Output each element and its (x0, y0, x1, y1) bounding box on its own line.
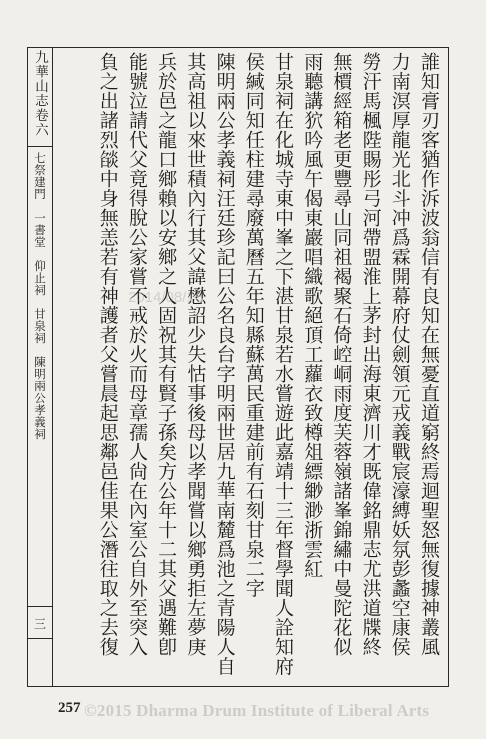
side-page-number: 三 (33, 617, 46, 631)
faint-date-stamp: 2014/08/16 (128, 289, 204, 306)
text-column: 雨聽講狖吟風午偈東巖唱織歌絕頂工蘿衣致樽俎縹緲渺浙雲紅 (301, 52, 324, 579)
text-column: 無檟經箱老更豐尋山同祖褐聚石倚崆峒雨度芙蓉嶺諸峯錦繡中曼陀花似 (330, 52, 353, 657)
body-text (57, 52, 443, 684)
section-contents: 七祭建門 一書堂 仰止祠 甘泉祠 陳明兩公孝義祠 (33, 152, 47, 440)
side-rule-upper (27, 606, 53, 607)
text-column: 陳明兩公孝義祠汪廷珍記曰公名良台字明兩世居九華南麓爲池之青陽人自 (213, 52, 236, 676)
text-column: 力南溟厚龍光北斗冲爲霖開幕府仗劍領元戎義戰宸濠縛妖氛彭蠡空康侯 (388, 52, 411, 657)
copyright-watermark: ©2015 Dharma Drum Institute of Liberal Arts (84, 701, 430, 720)
text-column: 勞汗馬楓陛賜彤弓河帶盟淮上茅封出海東濟川才既偉銘鼎志尤洪道牒終 (359, 52, 382, 657)
text-column: 侯緘同知任柱建尋廢萬曆五年知縣蘇萬民重建前有石刻甘泉二字 (242, 52, 265, 598)
text-column: 兵於邑之龍口鄉賴以安鄉之人固祝其有賢子孫矣方公年十二其父遇難卽 (155, 52, 178, 657)
text-column: 其高祖以來世積內行其父諱懋詔少失怙事後母以孝聞嘗以鄉勇拒左夢庚 (184, 52, 207, 657)
text-column: 誰知膏刃客猶作泝波翁信有良知在無憂直道窮終焉迴聖怒無復據神叢風 (418, 52, 440, 657)
volume-title: 九華山志卷六 (32, 50, 48, 137)
text-column: 能號泣請代父竟得脫公家嘗不戒於火而母章孺人尙在內室公自外至突入 (125, 52, 148, 657)
page-number: 257 (58, 700, 81, 716)
text-column: 甘泉祠在化城寺東中峯之下湛甘泉若水嘗遊此嘉靖十三年督學聞人詮知府 (271, 52, 294, 676)
text-column: 負之出諸烈燄中身無恙若有神護者父嘗晨起思鄰邑佳果公潛往取之去復 (96, 52, 119, 657)
side-rule-top (27, 146, 53, 147)
side-rule-lower (27, 638, 53, 639)
